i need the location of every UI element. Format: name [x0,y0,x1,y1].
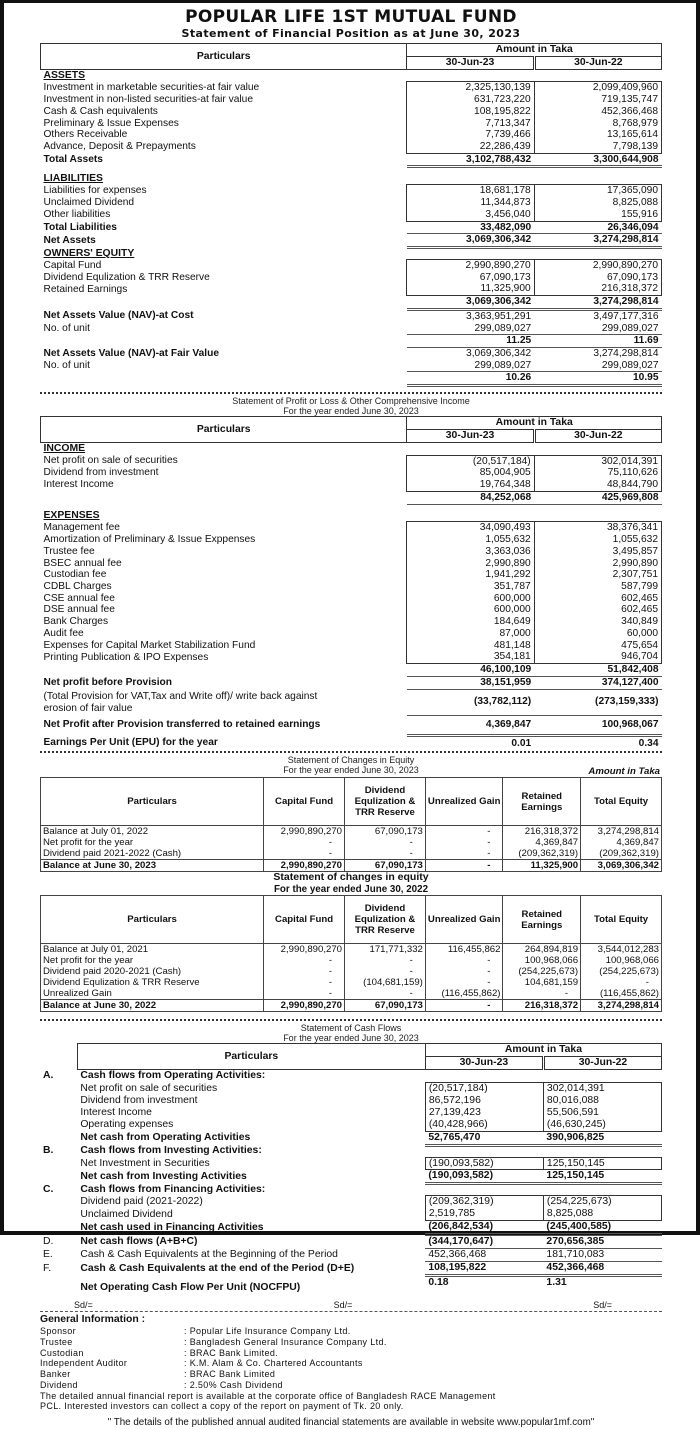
table-row: Retained Earnings 11,325,900 216,318,372 [41,283,662,295]
col-amount-in-taka: Amount in Taka [407,44,662,57]
table-row: Interest Income 19,764,348 48,844,790 [41,479,662,491]
total-row: Balance at June 30, 2023 2,990,890,270 67,090,173 - 11,325,900 3,069,306,342 [41,860,662,872]
col-total-equity: Total Equity [581,778,662,826]
table-row: Custodian fee 1,941,292 2,307,751 [41,569,662,581]
net-cash-flows-row: D. Net cash flows (A+B+C) (344,170,647) 270,656,385 [40,1235,662,1249]
total-row: 84,252,068 425,969,808 [41,491,662,504]
col-previous-year: 30-Jun-22 [534,57,661,70]
info-row-auditor: Independent Auditor : K.M. Alam & Co. Chartered Accountants [40,1358,363,1369]
units-row: No. of unit 299,089,027 299,089,027 [41,323,662,335]
table-row: Capital Fund 2,990,890,270 2,990,890,270 [41,259,662,271]
col-dividend-reserve: Dividend Equlization & TRR Reserve [345,896,426,944]
table-row: Dividend paid (2021-2022) (209,362,319) (254,225,673) [40,1196,662,1208]
table-row: Dividend Equlization & TRR Reserve 67,090,173 67,090,173 [41,272,662,284]
provision-row: (Total Provision for VAT,Tax and Write off)/ write back against erosion of fair value (33,782,112) (273,159,333) [41,689,662,715]
table-row: Net profit on sale of securities (20,517,184) 302,014,391 [41,455,662,467]
col-current-year: 30-Jun-23 [425,1057,543,1070]
table-row: Amortization of Preliminary & Issue Exppenses 1,055,632 1,055,632 [41,534,662,546]
table-row: Expenses for Capital Market Stabilization Fund 481,148 475,654 [41,640,662,652]
signature: Sd/= [593,1299,612,1310]
amount-in-taka-note: Amount in Taka [588,766,660,778]
info-row-trustee: Trustee : Bangladesh General Insurance Company Ltd. [40,1336,387,1347]
table-row: Unclaimed Dividend 11,344,873 8,825,088 [41,197,662,209]
signature: Sd/= [74,1299,93,1310]
info-row-dividend: Dividend : 2.50% Cash Dividend [40,1379,283,1390]
pl-period: For the year ended June 30, 2023 [283,406,419,417]
table-row: Dividend Equlization & TRR Reserve - (104,681,159) - 104,681,159 - [41,977,662,988]
col-total-equity: Total Equity [581,896,662,944]
col-retained-earnings: Retained Earnings [503,778,581,826]
website-footer: " The details of the published annual audited financial statements are available in website www.popular1mf.com" [107,1417,595,1429]
ending-cash-row: F. Cash & Cash Equivalents at the end of the Period (D+E) 108,195,822 452,366,468 [40,1262,662,1276]
table-row: Cash & Cash equivalents 108,195,822 452,366,468 [41,106,662,118]
col-retained-earnings: Retained Earnings [503,896,581,944]
col-particulars: Particulars [41,417,407,443]
section-income: INCOME [43,443,86,455]
cash-flow-table [40,1043,662,1293]
financial-position-table [40,43,662,387]
report-note: PCL. Interested investors can collect a copy of the report on payment of Tk. 20 only. [40,1401,404,1412]
section-owners-equity: OWNERS' EQUITY [43,247,135,259]
col-dividend-reserve: Dividend Equlization & TRR Reserve [345,778,426,826]
nav-cost-row: Net Assets Value (NAV)-at Cost 3,363,951,291 3,497,177,316 [43,310,659,322]
table-row: BSEC annual fee 2,990,890 2,990,890 [41,558,662,570]
section-divider [40,1019,662,1021]
beginning-cash-row: E. Cash & Cash Equivalents at the Beginning of the Period 452,366,468 181,710,083 [40,1249,662,1262]
col-previous-year: 30-Jun-22 [534,430,661,443]
section-liabilities: LIABILITIES [43,172,103,184]
table-row: Net profit on sale of securities (20,517,184) 302,014,391 [40,1082,662,1094]
before-provision-row: Net profit before Provision 38,151,959 374,127,400 [41,676,662,689]
signatures [40,1300,662,1310]
table-row: Others Receivable 7,739,466 13,165,614 [41,129,662,141]
statement-subtitle: Statement of Financial Position as at June 30, 2023 [181,27,521,40]
table-row: CSE annual fee 600,000 602,465 [41,593,662,605]
section-operating: A. Cash flows from Operating Activities: [43,1070,266,1082]
total-row: 46,100,109 51,842,408 [41,664,662,677]
total-row: Total Assets 3,102,788,432 3,300,644,908 [41,153,662,167]
table-row: Unclaimed Dividend 2,519,785 8,825,088 [40,1208,662,1220]
table-row: Printing Publication & IPO Expenses 354,181 946,704 [41,651,662,663]
col-unrealized-gain: Unrealized Gain [425,778,503,826]
table-row: Operating expenses (40,428,966) (46,630,245) [40,1119,662,1131]
table-row: CDBL Charges 351,787 587,799 [41,581,662,593]
equity-2022-table [40,895,662,1012]
col-particulars: Particulars [41,896,264,944]
total-row: Net cash from Investing Activities (190,093,582) 125,150,145 [40,1170,662,1184]
col-amount-in-taka: Amount in Taka [425,1044,661,1057]
total-row: Net cash from Operating Activities 52,765,470 390,906,825 [40,1131,662,1145]
table-row: Preliminary & Issue Expenses 7,713,347 8,768,979 [41,118,662,130]
equity-2023-period: For the year ended June 30, 2023 [283,765,419,776]
col-capital-fund: Capital Fund [264,778,345,826]
epu-row: Earnings Per Unit (EPU) for the year 0.01 0.34 [43,737,659,749]
table-row: Interest Income 27,139,423 55,506,591 [40,1107,662,1119]
col-particulars: Particulars [41,44,407,70]
table-row: Net Investment in Securities (190,093,582) 125,150,145 [40,1157,662,1170]
table-row: Net profit for the year - - - 100,968,066 100,968,066 [41,955,662,966]
equity-2023-table [40,777,662,872]
cashflow-period: For the year ended June 30, 2023 [283,1033,419,1044]
table-row: Balance at July 01, 2021 2,990,890,270 171,771,332 116,455,862 264,894,819 3,544,012,283 [41,944,662,956]
total-row: Total Liabilities 33,482,090 26,346,094 [41,221,662,234]
table-row: Advance, Deposit & Prepayments 22,286,439 7,798,139 [41,141,662,153]
section-financing: C. Cash flows from Financing Activities: [43,1183,266,1195]
col-previous-year: 30-Jun-22 [543,1057,661,1070]
table-row: Dividend from investment 86,572,196 80,016,088 [40,1095,662,1107]
section-divider [40,1311,662,1312]
col-amount-in-taka: Amount in Taka [407,417,662,430]
table-row: Liabilities for expenses 18,681,178 17,365,090 [41,185,662,197]
table-row: Dividend from investment 85,004,905 75,110,626 [41,467,662,479]
general-info-title: General Information : [40,1313,146,1325]
col-particulars: Particulars [77,1044,425,1070]
col-particulars: Particulars [41,778,264,826]
after-provision-row: Net Profit after Provision transferred to retained earnings 4,369,847 100,968,067 [41,715,662,735]
section-divider [40,751,662,753]
units-row: No. of unit 299,089,027 299,089,027 [41,360,662,372]
pl-title: Statement of Profit or Loss & Other Comprehensive Income [232,396,470,407]
col-current-year: 30-Jun-23 [407,57,534,70]
col-capital-fund: Capital Fund [264,896,345,944]
table-row: Dividend paid 2021-2022 (Cash) - - - (209,362,319) (209,362,319) [41,848,662,860]
net-assets-row: Net Assets 3,069,306,342 3,274,298,814 [41,234,662,248]
table-row: Bank Charges 184,649 340,849 [41,616,662,628]
table-row: Audit fee 87,000 60,000 [41,628,662,640]
total-row: Balance at June 30, 2022 2,990,890,270 67,090,173 - 216,318,372 3,274,298,814 [41,1000,662,1012]
equity-2022-period: For the year ended June 30, 2022 [273,883,429,895]
table-row: DSE annual fee 600,000 602,465 [41,604,662,616]
nocfpu-row: Net Operating Cash Flow Per Unit (NOCFPU) 0.18 1.31 [80,1277,567,1293]
table-row: Unrealized Gain - - (116,455,862) - (116,455,862) [41,988,662,1000]
col-unrealized-gain: Unrealized Gain [425,896,503,944]
report-note: The detailed annual financial report is available at the corporate office of Bangladesh RACE Management [40,1390,496,1401]
section-assets: ASSETS [43,70,86,81]
cashflow-title: Statement of Cash Flows [300,1023,402,1034]
signature: Sd/= [333,1299,353,1310]
info-row-banker: Banker : BRAC Bank Limited [40,1369,276,1380]
info-row-sponsor: Sponsor : Popular Life Insurance Company Ltd. [40,1325,351,1336]
equity-2023-title: Statement of Changes in Equity [287,755,415,766]
table-row: Investment in non-listed securities-at fair value 631,723,220 719,135,747 [41,94,662,106]
table-row: Dividend paid 2020-2021 (Cash) - - - (254,225,673) (254,225,673) [41,966,662,977]
table-row: Net profit for the year - - - 4,369,847 4,369,847 [41,837,662,848]
fund-title: POPULAR LIFE 1ST MUTUAL FUND [185,7,517,27]
section-investing: B. Cash flows from Investing Activities: [43,1145,262,1157]
profit-loss-table [40,416,662,751]
table-row: Other liabilities 3,456,040 155,916 [41,209,662,221]
table-row: Investment in marketable securities-at fair value 2,325,130,139 2,099,409,960 [41,82,662,94]
equity-2022-title: Statement of changes in equity [273,871,429,884]
section-expenses: EXPENSES [43,510,100,521]
general-info [40,1326,662,1412]
nav-fair-row: Net Assets Value (NAV)-at Fair Value 3,069,306,342 3,274,298,814 [43,347,659,360]
info-row-custodian: Custodian : BRAC Bank Limited. [40,1347,279,1358]
total-row: Net cash used in Financing Activities (206,842,534) (245,400,585) [40,1221,662,1235]
section-divider [40,392,662,394]
col-current-year: 30-Jun-23 [407,430,534,443]
nav-per-unit-row: 11.25 11.69 [41,335,662,348]
table-row: Balance at July 01, 2022 2,990,890,270 67,090,173 - 216,318,372 3,274,298,814 [41,826,662,838]
table-row: Management fee 34,090,493 38,376,341 [41,522,662,534]
total-row: 3,069,306,342 3,274,298,814 [41,296,662,310]
table-row: Trustee fee 3,363,036 3,495,857 [41,546,662,558]
nav-per-unit-row: 10.26 10.95 [41,372,662,386]
